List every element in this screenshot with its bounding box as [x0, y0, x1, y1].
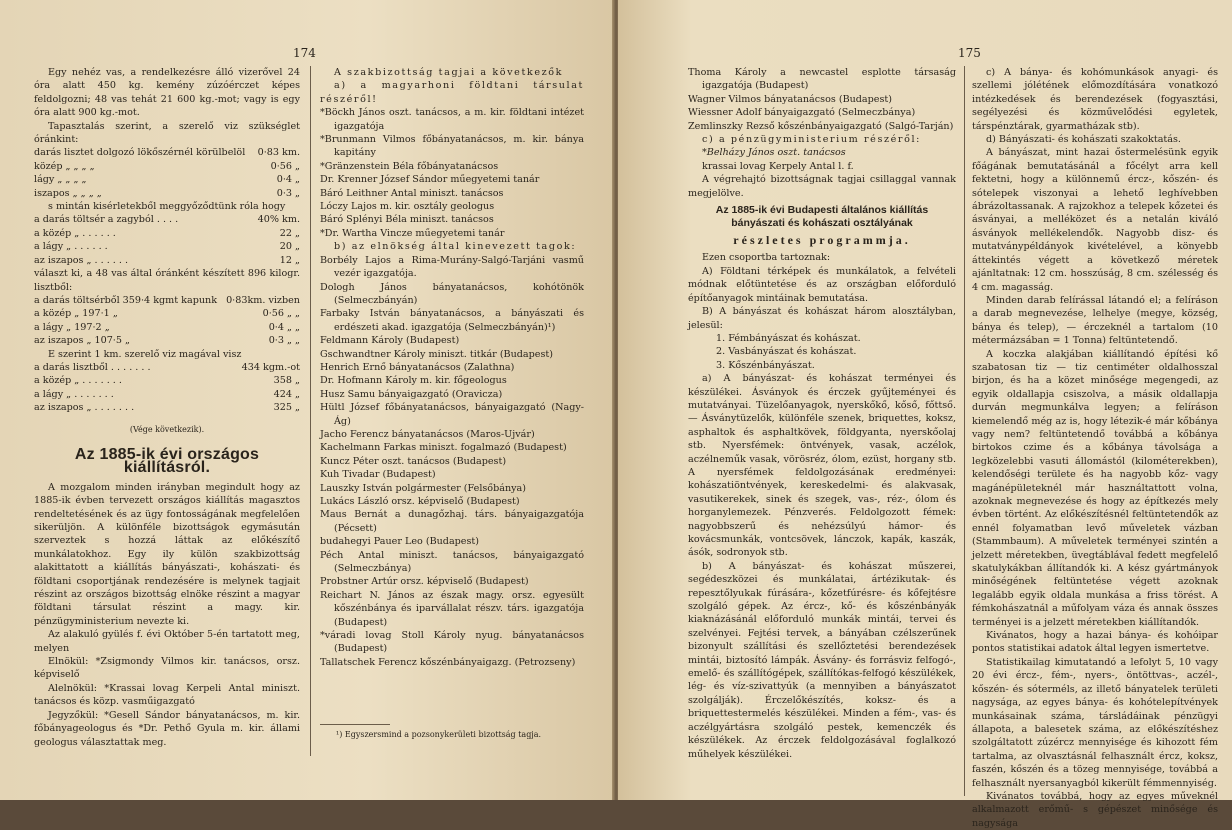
row-label: iszapos „ „ „ „ — [34, 187, 102, 199]
table-row — [34, 321, 300, 334]
paragraph: krassai lovag Kerpely Antal l. f. — [702, 160, 854, 172]
list-item: Reichart N. János az észak magy. orsz. egyesült kőszénbánya és iparvállalat részv. társ. igazgatója (Budapest) — [320, 589, 584, 628]
list-item: Wiessner Adolf bányaigazgató (Selmeczbánya) — [688, 107, 916, 119]
table-row — [34, 388, 300, 401]
paragraph: s mintán kisérletekből meggyőződtünk róla hogy — [48, 201, 286, 213]
water-table-2 — [34, 213, 300, 267]
list-item: *Böckh János oszt. tanácsos, a m. kir. földtani intézet igazgatója — [320, 107, 584, 132]
row-label: darás lisztet dolgozó lökőszérnél körülbelöl — [34, 147, 246, 159]
list-item: Gschwandtner Károly miniszt. titkár (Budapest) — [320, 348, 553, 360]
table-row — [34, 187, 300, 200]
list-item: *Gränzenstein Béla főbányatanácsos — [320, 160, 499, 172]
list-item: Dr. Krenner József Sándor műegyetemi tanár — [320, 174, 540, 186]
list-item: Dr. Hofmann Károly m. kir. főgeologus — [320, 375, 507, 387]
list-item: Báró Splényi Béla miniszt. tanácsos — [320, 214, 494, 226]
list-item: Henrich Ernő bányatanácsos (Zalathna) — [320, 361, 515, 373]
row-value: 0·56 „ „ — [262, 308, 300, 320]
row-label: a közép „ 197·1 „ — [34, 308, 118, 320]
list-item: Jacho Ferencz bányatanácsos (Maros-Ujvár) — [320, 428, 535, 440]
paragraph: *Belházy János oszt. tanácsos — [702, 147, 846, 159]
left-column-1 — [34, 66, 300, 749]
paragraph: választ ki, a 48 vas által óránként készített 896 kilogr. lisztből: — [34, 268, 300, 293]
paragraph: c) A bánya- és kohómunkások anyagi- és szellemi jólétének előmozdítására vonatkozó intézkedések és berendezések (fogyasztási, segélyezési és közművelődési egyletek, társpénztárak, gyarmatházak stb). — [972, 67, 1218, 132]
right-column-2 — [972, 66, 1218, 830]
list-item: Hültl József főbányatanácsos, bányaigazgató (Nagy-Ág) — [320, 402, 584, 427]
row-label: az iszapos „ . . . . . . — [34, 254, 129, 266]
table-row — [34, 227, 300, 240]
table-row — [34, 173, 300, 186]
paragraph: A szakbizottság tagjai a következők — [334, 67, 564, 78]
program-subheading: részletes programmja. — [733, 233, 911, 248]
row-value: 424 „ — [273, 388, 300, 400]
list-item: Thoma Károly a newcastel esplotte társaság igazgatója (Budapest) — [688, 67, 956, 92]
article-heading: Az 1885-ik évi országos kiállításról. — [74, 445, 260, 477]
footnote-rule — [320, 724, 390, 725]
continuation-note: (Vége következik). — [129, 424, 205, 434]
row-value: 0·4 „ „ — [268, 321, 300, 333]
row-value: 0·3 „ „ — [268, 335, 300, 347]
paragraph: Minden darab felírással látandó el; a felíráson a darab megnevezése, lelhelye (megye, község, bánya és telep), — érczeknél a tartalom (10 métermázsában = 1 Tonna) feltüntetendő. — [972, 294, 1218, 347]
list-item: Husz Samu bányaigazgató (Oravicza) — [320, 388, 503, 400]
column-divider — [310, 66, 311, 756]
list-item: 3. Kőszénbányászat. — [716, 359, 815, 371]
table-row — [34, 374, 300, 387]
list-item: Lóczy Lajos m. kir. osztály geologus — [320, 201, 495, 213]
list-item: *váradi lovag Stoll Károly nyug. bányatanácsos (Budapest) — [320, 630, 584, 655]
row-label: a darás lisztből . . . . . . . — [34, 361, 151, 373]
paragraph: A mozgalom minden irányban megindult hogy az 1885-ik évben tervezett országos kiállítás magasztos rendeltetésének és az ügy fontosságának megfelelően sikerüljön. A különféle bizottságok egymásután szerveztek s hozzá láttak az előkészítő munkálatokhoz. Egy ily külön szakbizottság alakittatott a kiállítás bányászati-, kohászati- és földtani csoportjának rendezésére is melynek tagjait részint az országos bizottság elnöke részint a magyar földtani társulat részint a magy. kir. pénzügyministerium nevezte ki. — [34, 481, 300, 627]
paragraph: Elnökül: *Zsigmondy Vilmos kir. tanácsos, orsz. képviselő — [34, 656, 300, 681]
row-value: 0·3 „ — [276, 187, 300, 199]
table-row — [34, 307, 300, 320]
row-label: közép „ „ „ „ — [34, 160, 95, 172]
footnote: ¹) Egyszersmind a pozsonykerületi bizottság tagja. — [336, 730, 542, 739]
row-value: 0·83 km. — [257, 147, 300, 159]
left-column-2 — [320, 66, 584, 669]
paragraph: d) Bányászati- és kohászati szakoktatás. — [986, 134, 1181, 146]
member-list-a — [320, 106, 584, 240]
table-row — [34, 334, 300, 347]
list-item: Tallatschek Ferencz kőszénbányaigazg. (Petrozseny) — [320, 656, 576, 668]
list-item: Lauszky István polgármester (Felsőbánya) — [320, 482, 527, 494]
page-number: 174 — [293, 46, 316, 60]
row-value: 434 kgm.-ot — [241, 361, 300, 373]
row-label: az iszapos „ 107·5 „ — [34, 335, 130, 347]
paragraph: c) a pénzügyministerium részéről: — [702, 134, 921, 146]
paragraph: b) az elnökség által kinevezett tagok: — [334, 241, 577, 253]
row-value: 12 „ — [279, 254, 300, 266]
row-label: az iszapos „ . . . . . . . — [34, 402, 135, 414]
row-label: a darás töltsér a zagyból . . . . — [34, 214, 179, 226]
row-value: 0·56 „ — [270, 160, 300, 172]
list-item: *Dr. Wartha Vincze műegyetemi tanár — [320, 227, 505, 239]
list-item: Borbély Lajos a Rima-Murány-Salgó-Tarjáni vasmű vezér igazgatója. — [320, 254, 584, 280]
paragraph: B) A bányászat és kohászat három alosztályban, jelesül: — [688, 306, 956, 331]
row-label: a darás töltsérből 359·4 kgmt kapunk — [34, 294, 218, 306]
list-item: 1. Fémbányászat és kohászat. — [716, 332, 861, 344]
table-row — [34, 361, 300, 374]
paragraph: Az alakuló gyülés f. évi Október 5-én tartatott meg, melyen — [34, 629, 300, 654]
column-divider — [964, 66, 965, 796]
list-item: Lukács László orsz. képviselő (Budapest) — [320, 496, 520, 507]
row-value: 22 „ — [279, 227, 300, 239]
row-label: a közép „ . . . . . . — [34, 227, 116, 239]
paragraph: Kivánatos, hogy a hazai bánya- és kohóipar pontos statistikai adatok által legyen ismertetve. — [972, 630, 1218, 655]
table-row — [34, 213, 300, 226]
table-row — [34, 160, 300, 173]
paragraph: Kivánatos továbbá, hogy az egyes műveknél alkalmazott erőmű- s gépészet minősége és nagysága — [972, 790, 1218, 829]
paragraph: a) A bányászat- és kohászat terményei és készülékei. Ásványok és érczek gyűjteményei és mutatványai. Tüzelőanyagok, nyerskőkő, kőső, főttső. — Ásványtüzelők, különféle szenek, briquettes, koksz, asphaltok és asphaltkövek, földgyanta, nyerskőolaj stb. Nyersfémek: öntvények, vasak, aczélok, aczélneműk vasak, vörösréz, ólom, ezüst, horgany stb. A nyersfémek feldolgozásának eredményei: kohászatiöntvények, kereskedelmi- és alakvasak, vasutikerekek, sinek és szegek, vas-, réz-, ólom és horganylemezek. Pénzverés. Feldolgozott fémek: nagyobbszerű és nehézsúlyú hámor- és kovácsmunkák, vontcsövek, lánczok, kapák, kaszák, ásók, sodronyok stb. — [688, 373, 956, 559]
page-number: 175 — [958, 46, 981, 60]
row-value: 0·4 „ — [276, 174, 300, 186]
list-item: budahegyi Pauer Leo (Budapest) — [320, 536, 479, 548]
paragraph: Jegyzőkül: *Gesell Sándor bányatanácsos, m. kir. főbányageologus és *Dr. Pethő Gyula m. kir. állami geologus választattak meg. — [34, 709, 300, 748]
list-item: 2. Vasbányászat és kohászat. — [716, 346, 857, 358]
row-label: a közép „ . . . . . . . — [34, 375, 122, 387]
member-list-c — [688, 66, 956, 133]
list-item: Kuh Tivadar (Budapest) — [320, 469, 436, 481]
list-item: Péch Antal miniszt. tanácsos, bányaigazgató (Selmeczbánya) — [320, 549, 584, 575]
list-item: Kuncz Péter oszt. tanácsos (Budapest) — [320, 455, 507, 467]
paragraph: E szerint 1 km. szerelő viz magával visz — [48, 348, 242, 360]
paragraph: Ezen csoportba tartoznak: — [702, 252, 831, 264]
table-row — [34, 146, 300, 159]
list-item: Farbaky István bányatanácsos, a bányászati és erdészeti akad. igazgatója (Selmeczbányán)¹) — [320, 308, 584, 333]
water-table-1 — [34, 146, 300, 200]
table-row — [34, 240, 300, 253]
list-item: Probstner Artúr orsz. képviselő (Budapest) — [320, 576, 529, 588]
list-item: Zemlinszky Rezső kőszénbányaigazgató (Salgó-Tarján) — [688, 120, 954, 132]
row-label: a lágy „ . . . . . . — [34, 241, 108, 253]
enumeration — [688, 332, 956, 372]
paragraph: A koczka alakjában kiállítandó építési kő szabatosan tiz — tiz centiméter oldalhosszal birjon, és ha a közet minősége megengedi, az egyik oldallapja csiszolva, a másik oldallapja durván megmunkálva legyen; a felíráson kiemelendő még az is, hogy létezik-é már kőbánya vagy nem? feltüntetendő továbbá a kőbánya birtokos czime és a kőbánya távolsága a legközelebbi vasuti állomástól (kilométerekben), kelendőségi területe és ha nagyobb kőz- vagy magánépületeknél már használtattott volna, azoknak megnevezése és hogy az építkezés mely évben történt. Az előkészítésnél feltüntetendők az ennél folyamatban levő műveletek vázban (Stammbaum). A műveletek terményei szintén a jelzett méretekben, üvegtáblával fedett megfelelő skatulykákban állítandók ki. A kész gyártmányok minőségének feltüntetése végett azoknak legalább egyik oldala munkása a friss törést. A fémkohászatnál a műfolyam váza és annak összes terményei is a jelzett méretekben kiállítandók. — [972, 348, 1218, 628]
paragraph: A) Földtani térképek és munkálatok, a felvételi módnak előtüntetése és az országban előforduló építőanyagok mintáinak bemutatása. — [688, 265, 956, 304]
list-item: Wagner Vilmos bányatanácsos (Budapest) — [688, 93, 892, 105]
row-label: a lágy „ 197·2 „ — [34, 321, 110, 333]
member-list-b — [320, 254, 584, 670]
paragraph: A végrehajtó bizottságnak tagjai csillaggal vannak megjelölve. — [688, 174, 956, 199]
table-row — [34, 254, 300, 267]
list-item: Báró Leithner Antal miniszt. tanácsos — [320, 187, 504, 199]
paragraph: Alelnökül: *Krassai lovag Kerpeli Antal miniszt. tanácsos és közp. vasműigazgató — [34, 682, 300, 708]
row-value: 0·83km. vizben — [226, 294, 300, 306]
list-item: Kachelmann Farkas miniszt. fogalmazó (Budapest) — [320, 442, 567, 454]
paragraph: b) A bányászat- és kohászat műszerei, segédeszközei és munkálatai, ártézikutak- és repesztőlyukak fúrására-, kőzetfúrésre- és kőfejtésre szolgáló gépek. Az ércz-, kő- és kőszénbányák kiaknázásánál előforduló munkák mintái, tervei és szelvényei. Fejtési tervek, a bányában czélszerűnek bizonyult szállítási és szellőztetési berendezések mintái, biztosító lámpák. Ásvány- és forrásviz felfogó-, emelő- és szállítógépek, szállítókas-felfogó készülékek, lég- és víz-szivattyúk (a mennyiben a bányászatot szolgálják). Érczelőkészítés, koksz- és a briquettestermelés készülékei. Minden a fém-, vas- és aczélgyártásra szolgáló pestek, kemenczék és készülékek. Az érczek feldolgozásával foglalkozó műhelyek készülékei. — [688, 560, 956, 760]
row-value: 325 „ — [273, 402, 300, 414]
paragraph: Egy nehéz vas, a rendelkezésre álló vizerővel 24 óra alatt 450 kg. kemény zúzóérczet képes feldolgozni; 48 vas tehát 21 600 kg.-mot; vagy is egy óra alatt 900 kg.-mot. — [34, 67, 300, 119]
right-column-1 — [688, 66, 956, 761]
row-value: 20 „ — [279, 241, 300, 253]
list-item: Maus Bernát a dunagőzhaj. társ. bányaigazgatója (Pécsett) — [320, 509, 584, 534]
right-page — [618, 0, 1232, 829]
table-row — [34, 294, 300, 307]
program-heading: Az 1885-ik évi Budapesti általános kiállítás bányászati és kohászati osztályának — [715, 204, 929, 230]
water-table-4 — [34, 361, 300, 415]
paragraph: A bányászat, mint hazai őstermelésünk egyik főágának bemutatásánál a főcélyt arra kell fektetni, hogy a különnemű ércz-, kőszén- és sótelepek viszonyai a lehető leghívebben ábrázoltassanak. A rajzokhoz a telepek kőzetei és ásványai, a melléközet és a netalán kiváló ásványok mellékelendők. Nagyobb disz- és mutatványpéldányok kivételével, a könyebb áttekintés végett a következő méretek ajánltatnak: 12 cm. hosszúság, 8 cm. szélesség és 4 cm. magasság. — [972, 147, 1218, 293]
list-item: Dologh János bányatanácsos, kohótönök (Selmeczbányán) — [320, 281, 584, 306]
row-value: 358 „ — [273, 375, 300, 387]
left-page — [0, 0, 614, 800]
paragraph: Statistikailag kimutatandó a lefolyt 5, 10 vagy 20 évi ércz-, fém-, nyers-, öntöttvas-, aczél-, kőszén- és sóterméls, az illető bányatelek területi nagysága, az egyes bánya- és kohótelepítvények munkásainak száma, társládáinak pénzügyi állapota, a balesetek száma, az előkészítéshez szolgáltatott zúzércz mennyisége és kihozott fém tartalma, az olvasztásnál felhasznált ércz, koksz, faszén, kőszén és a tözeg mennyisége, továbbá a felhasznált nyersanyagból kikerült fémmennyiség. — [972, 656, 1218, 789]
row-value: 40% km. — [257, 214, 300, 226]
paragraph: Tapasztalás szerint, a szerelő viz szükséglet óránkint: — [34, 120, 300, 146]
list-item: *Brunmann Vilmos főbányatanácsos, m. kir. bánya kapitány — [320, 134, 584, 159]
table-row — [34, 401, 300, 414]
water-table-3 — [34, 294, 300, 348]
row-label: lágy „ „ „ „ — [34, 174, 87, 186]
row-label: a lágy „ . . . . . . . — [34, 388, 114, 400]
paragraph: a) a magyarhoni földtani társulat részéről! — [320, 80, 584, 105]
list-item: Feldmann Károly (Budapest) — [320, 335, 460, 347]
